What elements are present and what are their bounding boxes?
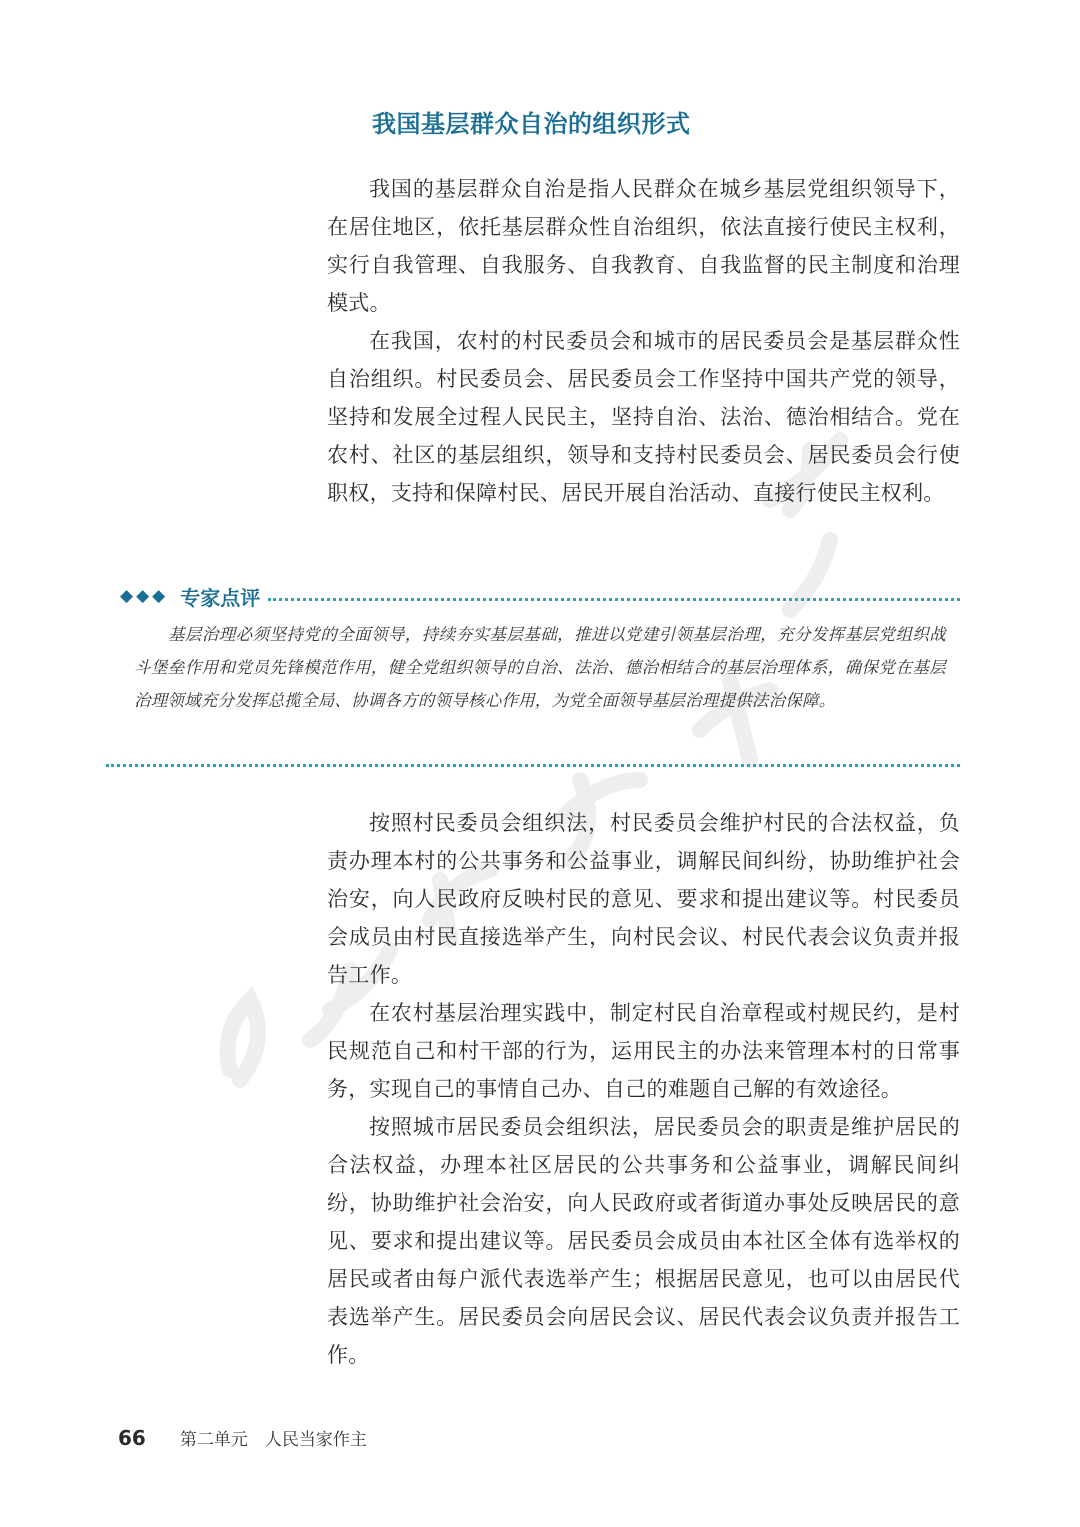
page-number: 66 — [118, 1426, 146, 1450]
unit-title: 第二单元 人民当家作主 — [179, 1430, 367, 1450]
section-title: 我国基层群众自治的组织形式 — [372, 110, 691, 138]
expert-comment-header — [120, 580, 960, 612]
paragraph: 我国的基层群众自治是指人民群众在城乡基层党组织领导下，在居住地区，依托基层群众性自治组织，依法直接行使民主权利，实行自我管理、自我服务、自我教育、自我监督的民主制度和治理模式。 — [327, 177, 960, 315]
paragraph: 按照村民委员会组织法，村民委员会维护村民的合法权益，负责办理本村的公共事务和公益事业，调解民间纠纷，协助维护社会治安，向人民政府反映村民的意见、要求和提出建议等。村民委员会成员由村民直接选举产生，向村民会议、村民代表会议负责并报告工作。 — [327, 811, 960, 987]
diamond-icon: ◆◆◆ — [120, 586, 169, 606]
dotted-divider — [268, 598, 960, 601]
paragraph: 在我国，农村的村民委员会和城市的居民委员会是基层群众性自治组织。村民委员会、居民委员会工作坚持中国共产党的领导，坚持和发展全过程人民民主，坚持自治、法治、德治相结合。党在农村、社区的基层组织，领导和支持村民委员会、居民委员会行使职权，支持和保障村民、居民开展自治活动、直接行使民主权利。 — [327, 329, 960, 505]
main-paragraphs — [327, 804, 960, 1374]
expert-comment-box — [120, 580, 960, 717]
page-footer — [118, 1425, 367, 1450]
paragraph: 按照城市居民委员会组织法，居民委员会的职责是维护居民的合法权益，办理本社区居民的公共事务和公益事业，调解民间纠纷，协助维护社会治安，向人民政府或者街道办事处反映居民的意见、要求和提出建议等。居民委员会成员由本社区全体有选举权的居民或者由每户派代表选举产生；根据居民意见，也可以由居民代表选举产生。居民委员会向居民会议、居民代表会议负责并报告工作。 — [327, 1115, 960, 1367]
expert-comment-title: 专家点评 — [180, 585, 261, 610]
expert-comment-text: 基层治理必须坚持党的全面领导，持续夯实基层基础，推进以党建引领基层治理，充分发挥基层党组织战斗堡垒作用和党员先锋模范作用，健全党组织领导的自治、法治、德治相结合的基层治理体系，确保党在基层治理领域充分发挥总揽全局、协调各方的领导核心作用，为党全面领导基层治理提供法治保障。 — [134, 625, 946, 710]
intro-paragraphs — [327, 170, 960, 512]
dotted-divider-bottom — [106, 764, 960, 767]
paragraph: 在农村基层治理实践中，制定村民自治章程或村规民约，是村民规范自己和村干部的行为，运用民主的办法来管理本村的日常事务，实现自己的事情自己办、自己的难题自己解的有效途径。 — [327, 1001, 960, 1101]
